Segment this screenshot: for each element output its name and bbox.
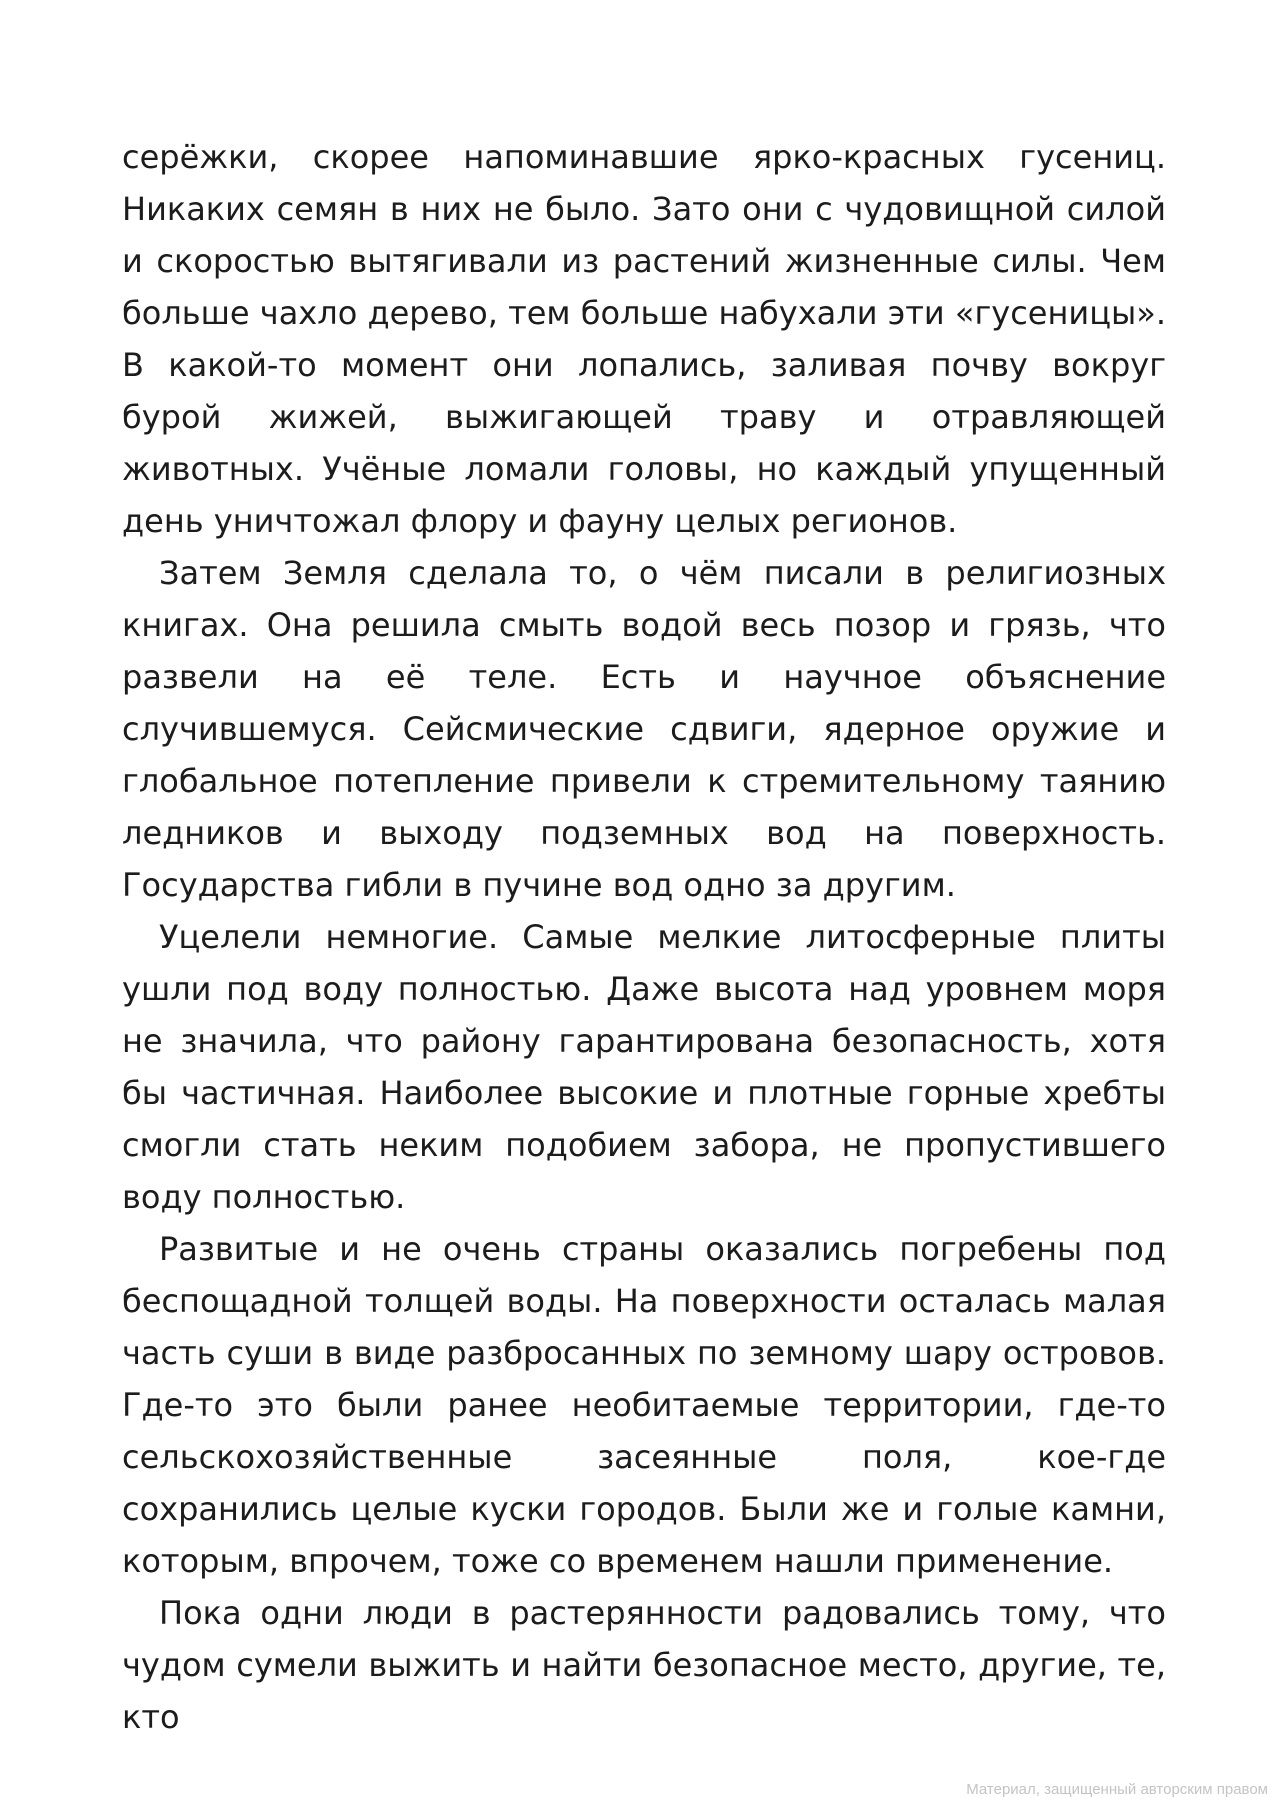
copyright-notice: Материал, защищенный авторским правом	[966, 1781, 1268, 1798]
page-text	[122, 131, 1166, 1743]
paragraph-2: Затем Земля сделала то, о чём писали в религиозных книгах. Она решила смыть водой весь позор и грязь, что развели на её теле. Есть и научное объяснение случившемуся. Сейсмические сдвиги, ядерное оружие и глобальное потепление привели к стремительному таянию ледников и выходу подземных вод на поверхность. Государства гибли в пучине вод одно за другим.	[122, 554, 1166, 904]
paragraph-4: Развитые и не очень страны оказались погребены под беспощадной толщей воды. На поверхности осталась малая часть суши в виде разбросанных по земному шару островов. Где-то это были ранее необитаемые территории, где-то сельскохозяйственные засеянные поля, кое-где сохранились целые куски городов. Были же и голые камни, которым, впрочем, тоже со временем нашли применение.	[122, 1230, 1166, 1580]
paragraph-1: серёжки, скорее напоминавшие ярко-красных гусениц. Никаких семян в них не было. Зато они с чудовищной силой и скоростью вытягивали из растений жизненные силы. Чем больше чахло дерево, тем больше набухали эти «гусеницы». В какой-то момент они лопались, заливая почву вокруг бурой жижей, выжигающей траву и отравляющей животных. Учёные ломали головы, но каждый упущенный день уничтожал флору и фауну целых регионов.	[122, 138, 1166, 540]
paragraph-3: Уцелели немногие. Самые мелкие литосферные плиты ушли под воду полностью. Даже высота над уровнем моря не значила, что району гарантирована безопасность, хотя бы частичная. Наиболее высокие и плотные горные хребты смогли стать неким подобием забора, не пропустившего воду полностью.	[122, 918, 1166, 1216]
paragraph-5: Пока одни люди в растерянности радовались тому, что чудом сумели выжить и найти безопасное место, другие, те, кто	[122, 1594, 1166, 1736]
